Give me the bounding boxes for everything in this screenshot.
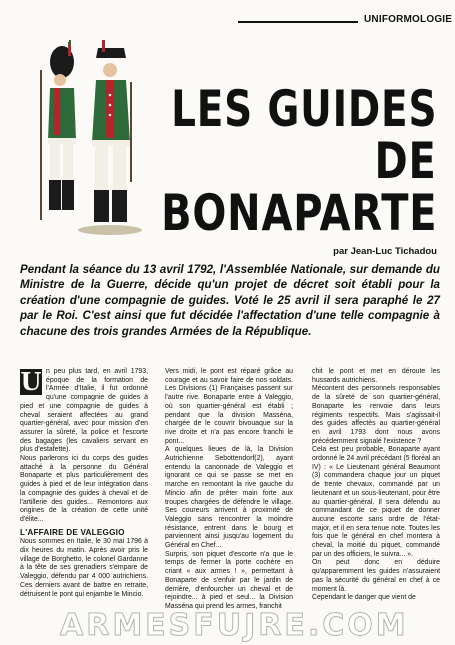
soldier-right-figure bbox=[78, 40, 142, 235]
section-rubric: UNIFORMOLOGIE bbox=[364, 14, 453, 25]
article-column-3 bbox=[312, 368, 440, 603]
paragraph: Mécontent des personnels responsables de la sûreté de son quartier-général, Bonaparte les renvoie dans leurs régiments respectifs. Mais s'agissait-il des guides affectés au quartier-général en avril 1793 dont nous avons précédemment signalé l'existence ? bbox=[312, 385, 440, 445]
two-guides-soldiers-illustration bbox=[30, 40, 142, 240]
paragraph: chit le pont et met en déroute les hussards autrichiens. bbox=[312, 368, 440, 384]
article-column-1 bbox=[20, 368, 148, 599]
paragraph: A quelques lieues de là, la Division Autrichienne Sebottendorf(2), ayant entendu la canonnade de Valeggio et ignorant ce qui se passe se met en marche en remontant la rive gauche du Mincio afin de prêter main forte aux troupes chargées de défendre le village. Ses coureurs arrivent à proximité de Valeggio sans rencontrer la moindre résistance, entrent dans le bourg et parviennent ainsi jusqu'au logement du Général en Chef... bbox=[165, 446, 293, 550]
paragraph: Vers midi, le pont est réparé grâce au courage et au savoir faire de nos soldats. Les Divisions (1) Françaises passent sur l'autre rive. Bonaparte entre à Valeggio, où son quartier-général est établi ; pendant que la division Masséna, chargée de le couvrir bivouaque sur la rive droite et n'a pas encore franchi le pont... bbox=[165, 368, 293, 445]
paragraph: Cela est peu probable, Bonaparte ayant ordonné le 24 avril précédant (5 floréal an IV) : « Le Lieutenant général Beaumont (3) commandera chaque jour un piquet de trente chevaux, commandé par un lieutenant et un sous-lieutenant, pour être au quartier-général. Il sera défendu au commandant de ce piquet de donner aucune escorte sans ordre de l'état-major, et il en sera tenue note. Toutes les fois que le général en chef montera à cheval, la moitié du piquet, commandé par un des officiers, le suivra... ». bbox=[312, 446, 440, 558]
soldier-left-figure bbox=[40, 40, 76, 220]
paragraph: Nous parlerons ici du corps des guides attaché à la personne du Général Bonaparte et plus particulièrement des guides à pied et de leur intégration dans la compagnie des guides à cheval et de l'artillerie des guides... Remontons aux origines de la création de cette unité d'élite... bbox=[20, 455, 148, 523]
title-line-1: LES GUIDES bbox=[170, 80, 437, 138]
title-line-2: DE bbox=[374, 132, 437, 190]
article-column-2 bbox=[165, 368, 293, 612]
section-subhead: L'AFFAIRE DE VALEGGIO bbox=[20, 527, 125, 537]
paragraph: Nous sommes en Italie, le 30 mai 1796 à dix heures du matin. Après avoir pris le village de Borghetto, le colonel Gardanne à la tête de ses grenadiers s'empare de Valeggio, défendu par 4 000 autrichiens. Ces derniers avant de battre en retraite, détruisent le pont qui enjambe le Mincio. bbox=[20, 538, 148, 598]
site-watermark: ARMESFUJRE.COM bbox=[60, 608, 409, 643]
paragraph: Cependant le danger que vient de bbox=[312, 594, 416, 602]
lead-text: Pendant la séance du 13 avril 1792, l'Assemblée Nationale, sur demande du Ministre de la Guerre, décide qu'un projet de décret soit établi pour la création d'une compagnie de guides. Voté le 25 avril il sera paraphé le 27 par le Roi. C'est ainsi que fut décidée l'affectation d'une telle compagnie à chacune des trois grandes Armées de la République. bbox=[20, 263, 440, 338]
paragraph: n peu plus tard, en avril 1793, époque de la formation de l'Armée d'Italie, il fut ordonné qu'une compagnie de guides à pied et une compagnie de guides à cheval seraient affectées au grand quartier-général, avec pour mission d'en assurer la sûreté, la police et l'escorte des bagages (les cavaliers servant en plus d'estafette). bbox=[20, 368, 148, 454]
lead-paragraph bbox=[20, 262, 440, 339]
author-byline: par Jean-Luc Tichadou bbox=[333, 246, 437, 257]
paragraph: Surpris, son piquet d'escorte n'a que le temps de fermer la porte cochère en criant « aux armes ! », permettant à Bonaparte de s'enfuir par le jardin de derrière, d'enfourcher un cheval et de rejoindre... à pied et seul... la Division Masséna qui prend les armes, franchit bbox=[165, 550, 293, 610]
title-line-3: BONAPARTE bbox=[160, 184, 437, 242]
drop-cap: U bbox=[20, 367, 42, 396]
rubric-rule bbox=[238, 21, 358, 23]
paragraph: On peut donc en déduire qu'apparemment les guides n'assuraient pas la sécurité du général en chef à ce moment là. bbox=[312, 559, 440, 593]
